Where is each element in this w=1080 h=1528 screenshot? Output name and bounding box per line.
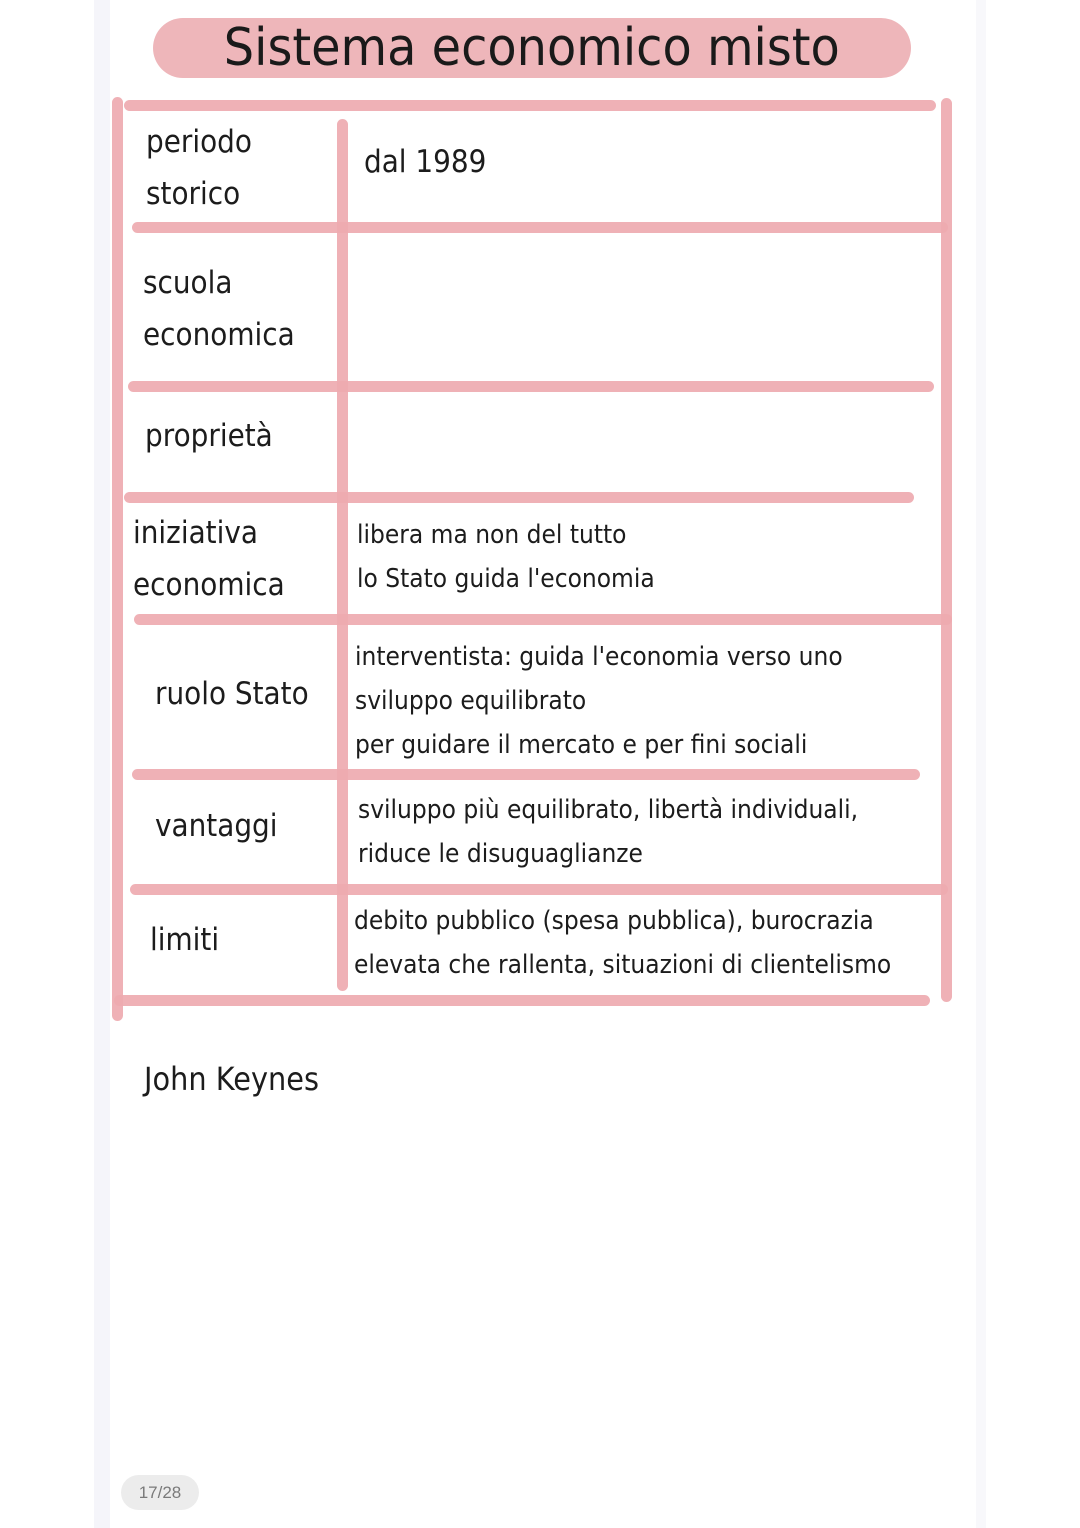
row-value-ruolo-stato: interventista: guida l'economia verso uno sviluppo equilibrato per guidare il mercato e per fini sociali	[355, 642, 843, 760]
row-value-limiti: debito pubblico (spesa pubblica), burocrazia elevata che rallenta, situazioni di clientelismo	[354, 906, 892, 980]
row-divider-2	[128, 381, 934, 392]
title-banner	[153, 18, 911, 78]
table-border-right	[941, 98, 952, 1002]
row-value-vantaggi: sviluppo più equilibrato, libertà individuali, riduce le disuguaglianze	[358, 795, 859, 869]
row-label-iniziativa-economica: iniziativa economica	[133, 515, 285, 603]
page-indicator: 17/28	[121, 1475, 199, 1510]
row-divider-1	[132, 222, 948, 233]
row-value-periodo-storico: dal 1989	[364, 144, 487, 180]
row-divider-6	[130, 884, 948, 895]
row-divider-4	[134, 614, 952, 625]
page-title: Sistema economico misto	[223, 18, 840, 78]
row-label-periodo-storico: periodo storico	[146, 124, 252, 212]
row-divider-5	[132, 769, 920, 780]
row-label-scuola-economica: scuola economica	[143, 265, 295, 353]
row-label-proprieta: proprietà	[145, 418, 273, 454]
table-column-divider	[337, 119, 348, 991]
row-divider-3	[124, 492, 914, 503]
note-text: John Keynes	[144, 1060, 319, 1098]
row-label-limiti: limiti	[150, 922, 220, 958]
row-label-vantaggi: vantaggi	[155, 808, 278, 844]
row-label-ruolo-stato: ruolo Stato	[155, 676, 309, 712]
table-border-left	[112, 97, 123, 1021]
table-border-bottom	[114, 995, 930, 1006]
row-value-iniziativa-economica: libera ma non del tutto lo Stato guida l'economia	[357, 520, 655, 594]
table-border-top	[124, 100, 936, 111]
